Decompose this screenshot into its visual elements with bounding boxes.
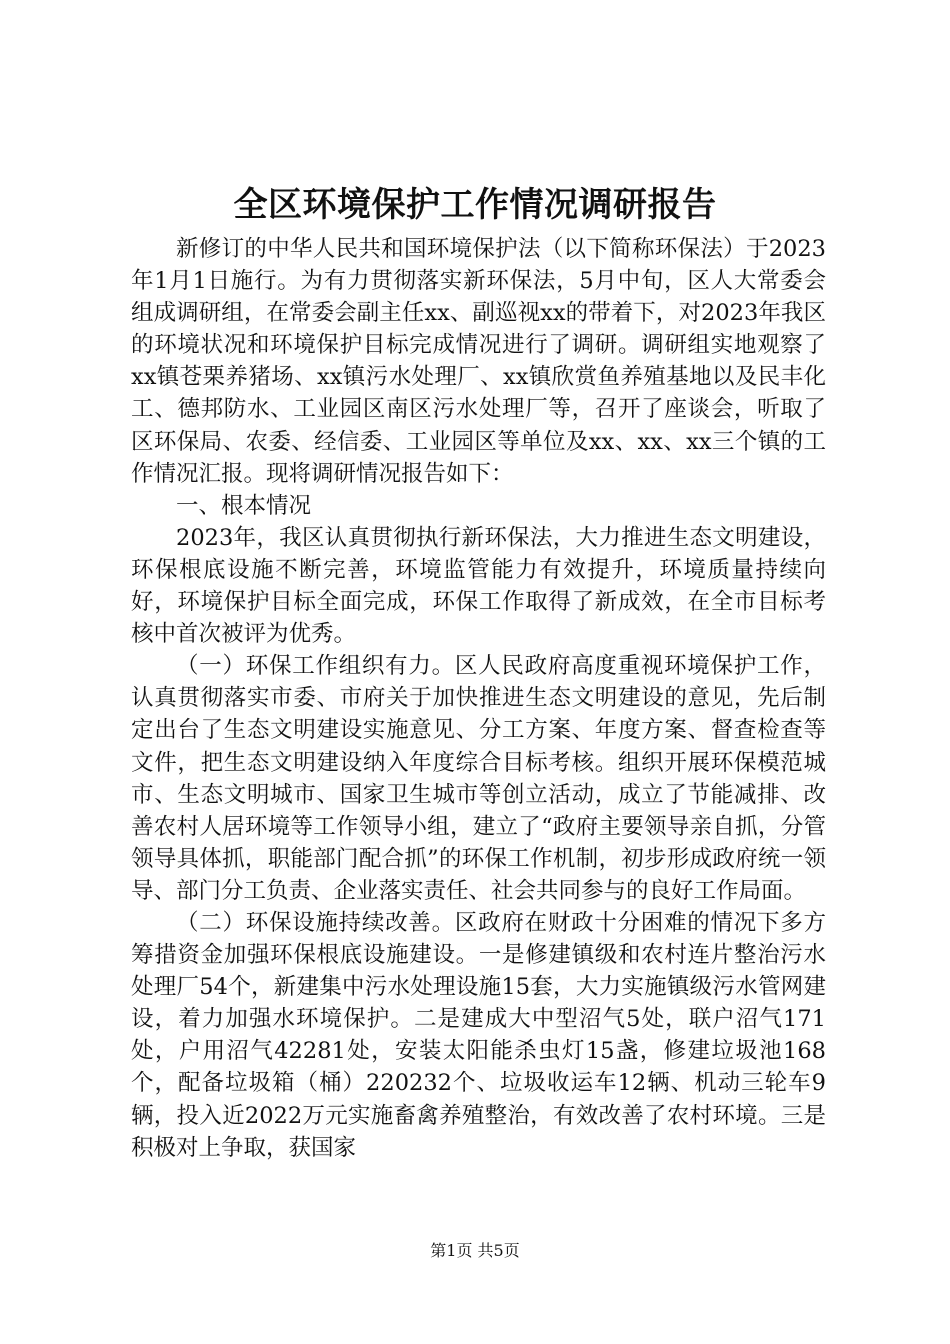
document-body xyxy=(131,233,826,1164)
paragraph-facilities: （二）环保设施持续改善。区政府在财政十分困难的情况下多方筹措资金加强环保根底设施建设。一是修建镇级和农村连片整治污水处理厂54个，新建集中污水处理设施15套，大力实施镇级污水管网建设，着力加强水环境保护。二是建成大中型沼气5处，联户沼气171处，户用沼气42281处，安装太阳能杀虫灯15盏，修建垃圾池168个，配备垃圾箱（桶）220232个、垃圾收运车12辆、机动三轮车9辆，投入近2022万元实施畜禽养殖整治，有效改善了农村环境。三是积极对上争取，获国家 xyxy=(131,909,826,1161)
paragraph-overview: 2023年，我区认真贯彻执行新环保法，大力推进生态文明建设，环保根底设施不断完善，环境监管能力有效提升，环境质量持续向好，环境保护目标全面完成，环保工作取得了新成效，在全市目标考核中首次被评为优秀。 xyxy=(131,524,826,648)
paragraph-intro: 新修订的中华人民共和国环境保护法（以下简称环保法）于2023年1月1日施行。为有力贯彻落实新环保法，5月中旬，区人大常委会组成调研组，在常委会副主任xx、副巡视xx的带着下，对2023年我区的环境状况和环境保护目标完成情况进行了调研。调研组实地观察了xx镇苍栗养猪场、xx镇污水处理厂、xx镇欣赏鱼养殖基地以及民丰化工、德邦防水、工业园区南区污水处理厂等，召开了座谈会，听取了区环保局、农委、经信委、工业园区等单位及xx、xx、xx三个镇的工作情况汇报。现将调研情况报告如下： xyxy=(131,236,826,487)
page-number-footer: 第1页 共5页 xyxy=(430,1241,520,1260)
paragraph-organization: （一）环保工作组织有力。区人民政府高度重视环境保护工作，认真贯彻落实市委、市府关于加快推进生态文明建设的意见，先后制定出台了生态文明建设实施意见、分工方案、年度方案、督查检查等文件，把生态文明建设纳入年度综合目标考核。组织开展环保模范城市、生态文明城市、国家卫生城市等创立活动，成立了节能减排、改善农村人居环境等工作领导小组，建立了“政府主要领导亲自抓，分管领导具体抓，职能部门配合抓”的环保工作机制，初步形成政府统一领导、部门分工负责、企业落实责任、社会共同参与的良好工作局面。 xyxy=(131,653,826,904)
document-title: 全区环境保护工作情况调研报告 xyxy=(233,185,717,225)
section-heading-basic: 一、根本情况 xyxy=(176,492,312,519)
